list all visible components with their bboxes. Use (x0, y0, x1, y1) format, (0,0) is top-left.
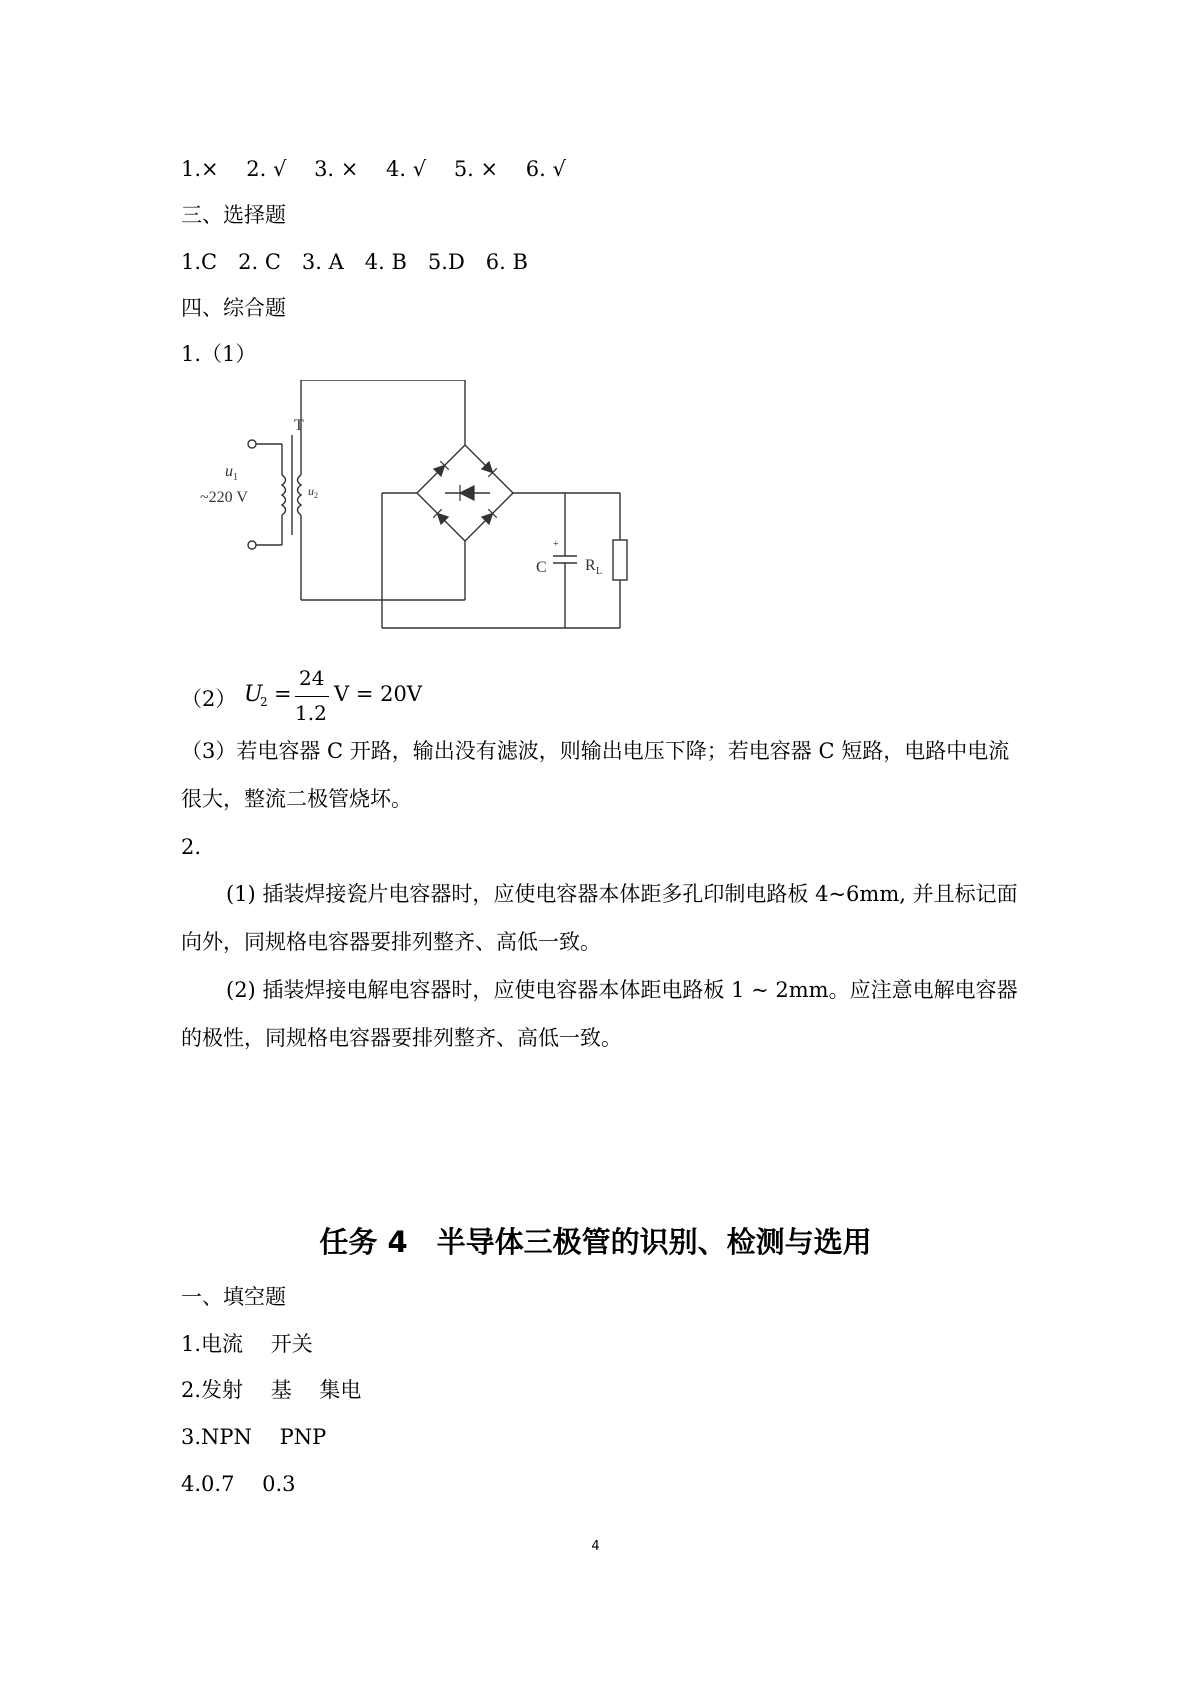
source-voltage-label: ~220 V (200, 489, 248, 506)
formula-variable: U (244, 682, 263, 707)
part-2-label: （2） (181, 687, 237, 711)
secondary-coil (298, 475, 302, 515)
comprehensive-heading: 四、综合题 (181, 296, 286, 320)
input-terminal-top (248, 440, 256, 448)
load-resistor (613, 540, 627, 580)
question-2-label: 2. (181, 835, 202, 859)
input-terminal-bottom (248, 541, 256, 549)
formula-equals: = (274, 682, 292, 706)
page-number: 4 (591, 1539, 600, 1554)
primary-coil (282, 475, 286, 515)
bridge-rectifier-circuit (200, 380, 640, 635)
formula-subscript: 2 (260, 695, 268, 709)
section-title: 任务 4 半导体三极管的识别、检测与选用 (319, 1225, 872, 1259)
u1-sub: 1 (233, 472, 238, 483)
question-2-part-1: (1) 插装焊接瓷片电容器时，应使电容器本体距多孔印制电路板 4~6mm, 并且标记面向外，同规格电容器要排列整齐、高低一致。 (181, 882, 1018, 954)
transformer-label: T (294, 417, 304, 434)
resistor-sub: L (596, 566, 603, 577)
fill-blank-heading: 一、填空题 (181, 1285, 286, 1309)
choice-answers: 1.C 2. C 3. A 4. B 5.D 6. B (181, 250, 528, 274)
question-1-part-3: （3）若电容器 C 开路，输出没有滤波，则输出电压下降；若电容器 C 短路，电路中电流很大，整流二极管烧坏。 (181, 739, 1010, 811)
u2-sub: 2 (314, 491, 318, 500)
question-2-part-2: (2) 插装焊接电解电容器时，应使电容器本体距电路板 1 ~ 2mm。应注意电解电容器的极性，同规格电容器要排列整齐、高低一致。 (181, 978, 1018, 1050)
judge-answers: 1.× 2. √ 3. × 4. √ 5. × 6. √ (181, 157, 566, 181)
voltage-formula (181, 660, 581, 725)
capacitor-label: C (536, 559, 547, 576)
fill-answer-2: 2.发射 基 集电 (181, 1378, 362, 1402)
formula-numerator: 24 (299, 666, 325, 690)
resistor-label: R (585, 557, 596, 574)
formula-denominator: 1.2 (295, 701, 327, 725)
diode-center (460, 485, 474, 501)
u2-label: u (308, 484, 314, 498)
fill-answer-4: 4.0.7 0.3 (181, 1472, 296, 1496)
choice-heading: 三、选择题 (181, 203, 286, 227)
capacitor-polarity: + (553, 539, 559, 550)
u1-label: u (225, 463, 233, 480)
fill-answer-1: 1.电流 开关 (181, 1332, 313, 1356)
question-1-label: 1.（1） (181, 342, 257, 366)
formula-result: V = 20V (334, 682, 422, 706)
fill-answer-3: 3.NPN PNP (181, 1425, 327, 1449)
fraction-bar (295, 696, 329, 697)
